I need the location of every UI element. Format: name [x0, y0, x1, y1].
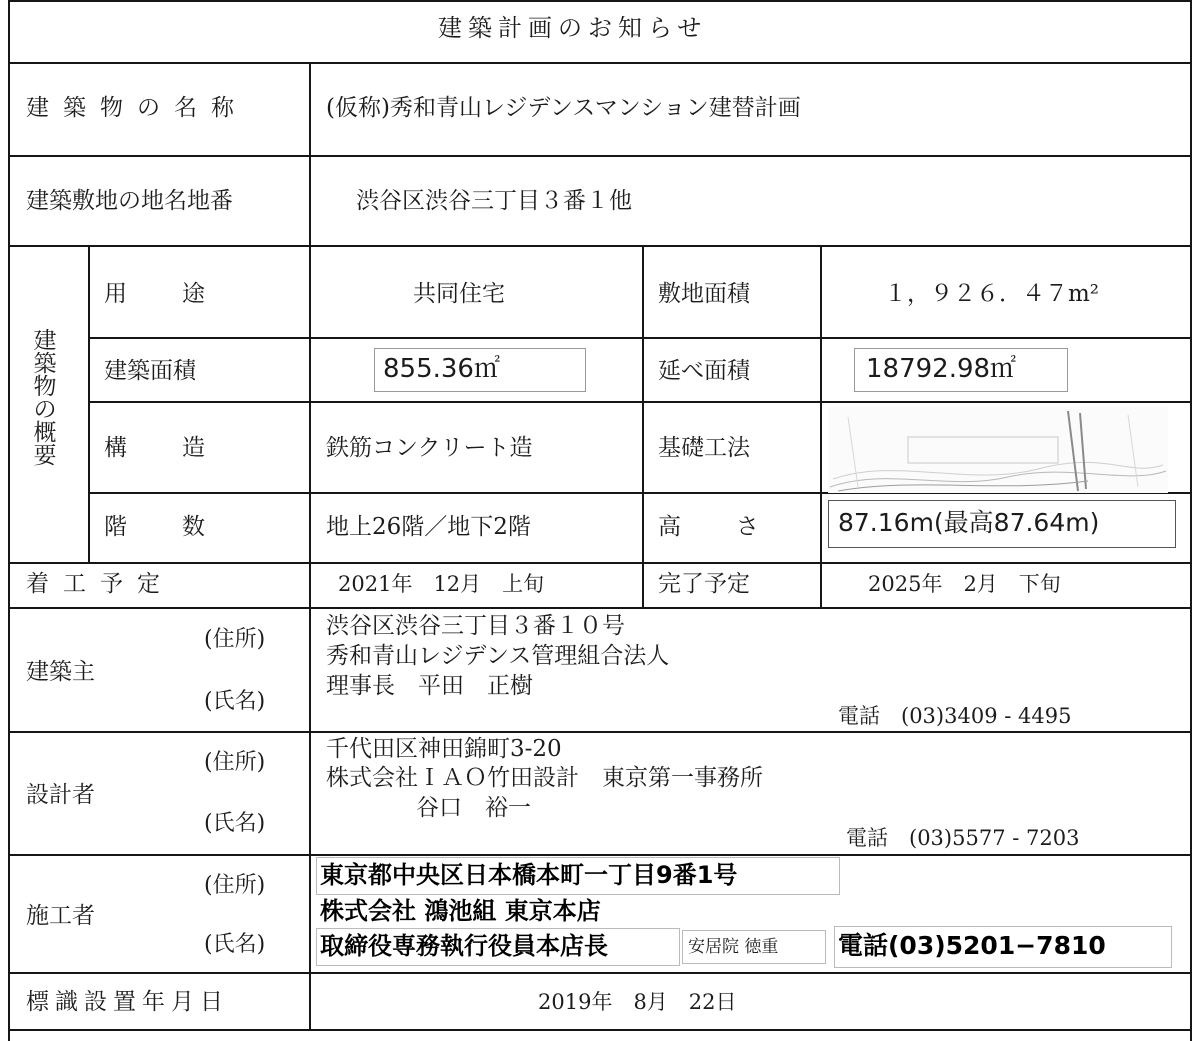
rule [1190, 0, 1192, 1041]
designer-organization: 株式会社ＩＡＯ竹田設計 東京第一事務所 [326, 765, 763, 791]
total-floor-area-label: 延べ面積 [658, 358, 750, 384]
use-label: 用 途 [104, 281, 221, 307]
floors-label: 階 数 [104, 514, 221, 540]
notice-title: 建築計画のお知らせ [438, 14, 708, 42]
use-value: 共同住宅 [413, 281, 505, 307]
building-area-value: 855.36㎡ [383, 354, 500, 384]
start-value: 2021年 12月 上旬 [338, 572, 545, 596]
site-value: 渋谷区渋谷三丁目３番１他 [356, 188, 632, 214]
site-area-value: １，９２６．４７m² [884, 281, 1100, 307]
rule [8, 62, 1192, 64]
outline-group-char: 物 [33, 374, 57, 400]
contractor-organization: 株式会社 鴻池組 東京本店 [320, 897, 601, 925]
outline-group-char: の [33, 397, 57, 423]
designer-person: 谷口 裕一 [416, 795, 531, 821]
contractor-address: 東京都中央区日本橋本町一丁目9番1号 [320, 861, 738, 889]
designer-label: 設計者 [26, 782, 95, 808]
rule [8, 0, 10, 1041]
completion-label: 完了予定 [658, 571, 750, 597]
contractor-address-label: (住所) [204, 873, 266, 898]
posting-date-label: 標識設置年月日 [26, 989, 229, 1015]
building-name-label: 建築物の名称 [26, 95, 248, 121]
owner-person: 理事長 平田 正樹 [326, 673, 533, 699]
designer-address: 千代田区神田錦町3-20 [326, 736, 562, 762]
rule [8, 972, 1192, 974]
contractor-person: 安居院 徳重 [688, 937, 779, 957]
rule [8, 0, 1192, 2]
outline-group-char: 概 [33, 420, 57, 446]
rule [642, 245, 644, 607]
posting-date-value: 2019年 8月 22日 [538, 990, 737, 1014]
building-name-value: (仮称)秀和青山レジデンスマンション建替計画 [326, 95, 801, 121]
contractor-name-label: (氏名) [204, 932, 266, 957]
designer-name-label: (氏名) [204, 811, 266, 836]
outline-group-label [30, 330, 60, 468]
total-floor-area-value: 18792.98㎡ [866, 354, 1017, 384]
outline-group-char: 建 [33, 328, 57, 354]
owner-address: 渋谷区渋谷三丁目３番１０号 [326, 613, 625, 639]
contractor-title: 取締役専務執行役員本店長 [320, 932, 608, 960]
height-label: 高 さ [658, 514, 775, 540]
rule [88, 245, 90, 562]
owner-address-label: (住所) [204, 627, 266, 652]
designer-phone: 電話 (03)5577 - 7203 [846, 826, 1080, 850]
contractor-phone: 電話(03)5201−7810 [838, 931, 1106, 960]
foundation-masked-area [828, 407, 1168, 493]
designer-address-label: (住所) [204, 750, 266, 775]
rule [88, 337, 1192, 339]
height-value: 87.16m(最高87.64m) [838, 508, 1100, 537]
rule [88, 401, 1192, 403]
structure-label: 構 造 [104, 435, 221, 461]
rule [820, 245, 822, 607]
building-area-label: 建築面積 [104, 358, 196, 384]
owner-name-label: (氏名) [204, 689, 266, 714]
floors-value: 地上26階／地下2階 [326, 514, 531, 540]
outline-group-char: 要 [33, 443, 57, 469]
notice-board [8, 0, 1192, 1041]
rule [8, 245, 1192, 247]
structure-value: 鉄筋コンクリート造 [326, 435, 533, 461]
owner-phone: 電話 (03)3409 - 4495 [838, 704, 1072, 728]
owner-organization: 秀和青山レジデンス管理組合法人 [326, 643, 670, 669]
foundation-label: 基礎工法 [658, 435, 750, 461]
owner-label: 建築主 [26, 659, 95, 685]
site-label: 建築敷地の地名地番 [26, 188, 233, 214]
rule [8, 1029, 1192, 1031]
contractor-label: 施工者 [26, 903, 95, 929]
rule [8, 562, 1192, 564]
rule [8, 731, 1192, 733]
rule [8, 854, 1192, 856]
site-area-label: 敷地面積 [658, 281, 750, 307]
rule [8, 155, 1192, 157]
start-label: 着工予定 [26, 571, 174, 597]
outline-group-char: 築 [33, 351, 57, 377]
completion-value: 2025年 2月 下旬 [868, 572, 1061, 596]
rule [8, 607, 1192, 609]
rule [309, 62, 311, 1029]
